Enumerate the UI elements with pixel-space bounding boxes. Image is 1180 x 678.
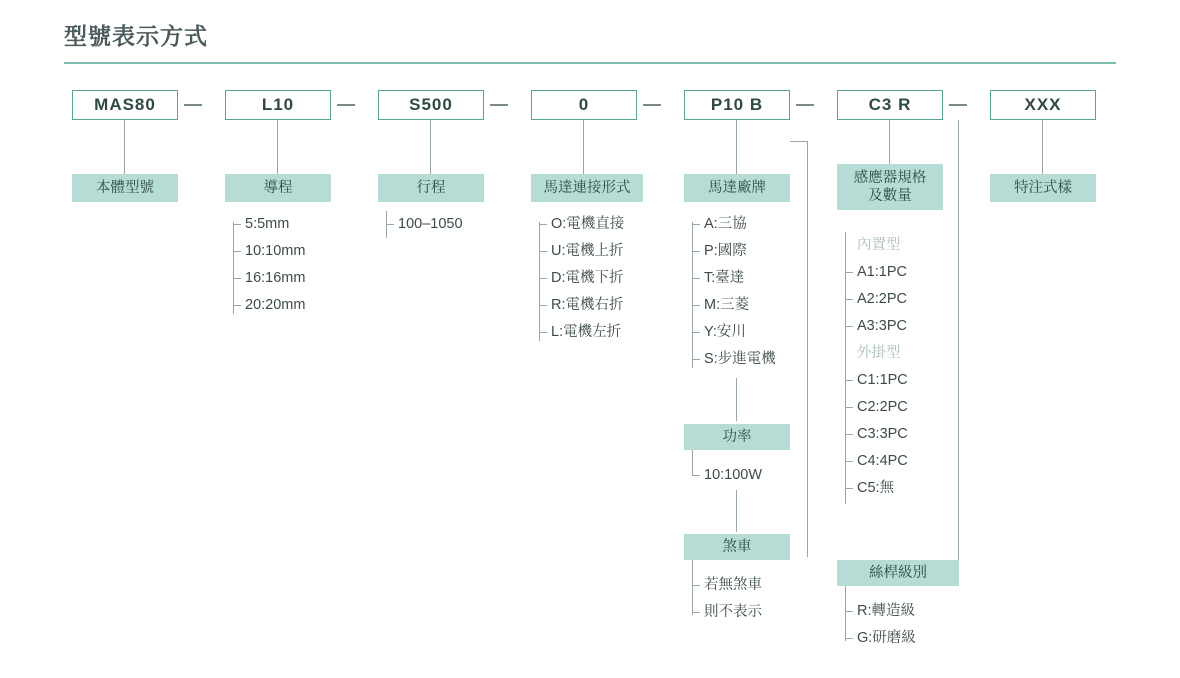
tick-icon [845, 326, 853, 327]
title-divider [64, 62, 1116, 64]
tick-icon [539, 305, 547, 306]
option-motorbrand-5: S:步進電機 [692, 346, 776, 373]
tick-icon [539, 251, 547, 252]
tick-icon [692, 278, 700, 279]
options-power [692, 462, 762, 489]
option-motorbrand-2: T:臺達 [692, 265, 776, 292]
tick-icon [692, 475, 700, 476]
option-sensor-8: C4:4PC [845, 448, 908, 475]
connector-motorbrand [736, 120, 737, 174]
option-brake-1: 則不表示 [692, 599, 762, 626]
option-stroke-0: 100–1050 [386, 211, 463, 238]
option-motorconn-2: D:電機下折 [539, 265, 624, 292]
options-screw [845, 598, 916, 652]
option-motorbrand-4: Y:安川 [692, 319, 776, 346]
tick-icon [845, 299, 853, 300]
option-motorconn-1: U:電機上折 [539, 238, 624, 265]
connector-motorconn [583, 120, 584, 174]
chip-motorbrand: 馬達廠牌 [684, 174, 790, 202]
tick-icon [386, 224, 394, 225]
tick-icon [692, 224, 700, 225]
code-box-body[interactable]: MAS80 [72, 90, 178, 120]
chip-motorconn: 馬達連接形式 [531, 174, 643, 202]
options-brake [692, 572, 762, 626]
option-motorbrand-0: A:三協 [692, 211, 776, 238]
tick-icon [233, 251, 241, 252]
option-motorconn-4: L:電機左折 [539, 319, 624, 346]
tick-icon [845, 611, 853, 612]
option-lead-0: 5:5mm [233, 211, 305, 238]
code-box-motorbrand[interactable]: P10 B [684, 90, 790, 120]
option-motorconn-3: R:電機右折 [539, 292, 624, 319]
code-box-stroke[interactable]: S500 [378, 90, 484, 120]
option-brake-0: 若無煞車 [692, 572, 762, 599]
tick-icon [845, 272, 853, 273]
chip-brake: 煞車 [684, 534, 790, 560]
tick-icon [692, 251, 700, 252]
tick-icon [845, 407, 853, 408]
chip-power: 功率 [684, 424, 790, 450]
tick-icon [233, 278, 241, 279]
chip-body: 本體型號 [72, 174, 178, 202]
tick-icon [692, 359, 700, 360]
options-lead [233, 211, 305, 319]
separator-dash-2 [337, 104, 355, 106]
tick-icon [845, 488, 853, 489]
tick-icon [233, 224, 241, 225]
connector-sensor [889, 120, 890, 164]
option-sensor-6: C2:2PC [845, 394, 908, 421]
option-lead-2: 16:16mm [233, 265, 305, 292]
option-sensor-1: A1:1PC [845, 259, 908, 286]
tick-icon [539, 224, 547, 225]
tick-icon [845, 380, 853, 381]
option-motorconn-0: O:電機直接 [539, 211, 624, 238]
tick-icon [692, 332, 700, 333]
separator-dash-5 [796, 104, 814, 106]
connector-screw-branch-v [958, 120, 959, 560]
code-box-lead[interactable]: L10 [225, 90, 331, 120]
connector-brake [736, 490, 737, 532]
connector-power [736, 378, 737, 421]
separator-dash-3 [490, 104, 508, 106]
option-sensor-9: C5:無 [845, 475, 908, 502]
option-screw-1: G:研磨級 [845, 625, 916, 652]
tick-icon [539, 332, 547, 333]
chip-screw-grade: 絲桿級別 [837, 560, 959, 586]
separator-dash-4 [643, 104, 661, 106]
option-lead-1: 10:10mm [233, 238, 305, 265]
separator-dash-6 [949, 104, 967, 106]
separator-dash-1 [184, 104, 202, 106]
option-sensor-7: C3:3PC [845, 421, 908, 448]
tick-icon [692, 585, 700, 586]
tick-icon [692, 305, 700, 306]
tick-icon [539, 278, 547, 279]
chip-sensor [837, 164, 943, 210]
option-power-0: 10:100W [692, 462, 762, 489]
option-sensor-4: 外掛型 [857, 345, 901, 361]
options-motorbrand [692, 211, 776, 373]
page-title: 型號表示方式 [64, 23, 208, 49]
option-sensor-3: A3:3PC [845, 313, 908, 340]
option-motorbrand-3: M:三菱 [692, 292, 776, 319]
option-screw-0: R:轉造級 [845, 598, 916, 625]
tick-icon [845, 461, 853, 462]
chip-lead: 導程 [225, 174, 331, 202]
option-motorbrand-1: P:國際 [692, 238, 776, 265]
connector-brake-branch-h [790, 141, 808, 142]
option-lead-3: 20:20mm [233, 292, 305, 319]
tick-icon [845, 434, 853, 435]
connector-body [124, 120, 125, 174]
options-stroke [386, 211, 463, 238]
chip-sensor-line2: 及數量 [868, 188, 912, 204]
tick-icon [233, 305, 241, 306]
option-sensor-2: A2:2PC [845, 286, 908, 313]
option-sensor-5: C1:1PC [845, 367, 908, 394]
code-box-motorconn[interactable]: 0 [531, 90, 637, 120]
tick-icon [845, 638, 853, 639]
connector-stroke [430, 120, 431, 174]
chip-sensor-line1: 感應器規格 [853, 169, 927, 186]
option-sensor-0: 內置型 [857, 237, 901, 253]
connector-brake-branch-v [807, 141, 808, 557]
code-box-sensor[interactable]: C3 R [837, 90, 943, 120]
options-sensor [845, 232, 908, 502]
options-motorconn [539, 211, 624, 346]
chip-stroke: 行程 [378, 174, 484, 202]
connector-lead [277, 120, 278, 174]
chip-special: 特注式樣 [990, 174, 1096, 202]
tick-icon [692, 612, 700, 613]
code-box-special[interactable]: XXX [990, 90, 1096, 120]
connector-special [1042, 120, 1043, 174]
